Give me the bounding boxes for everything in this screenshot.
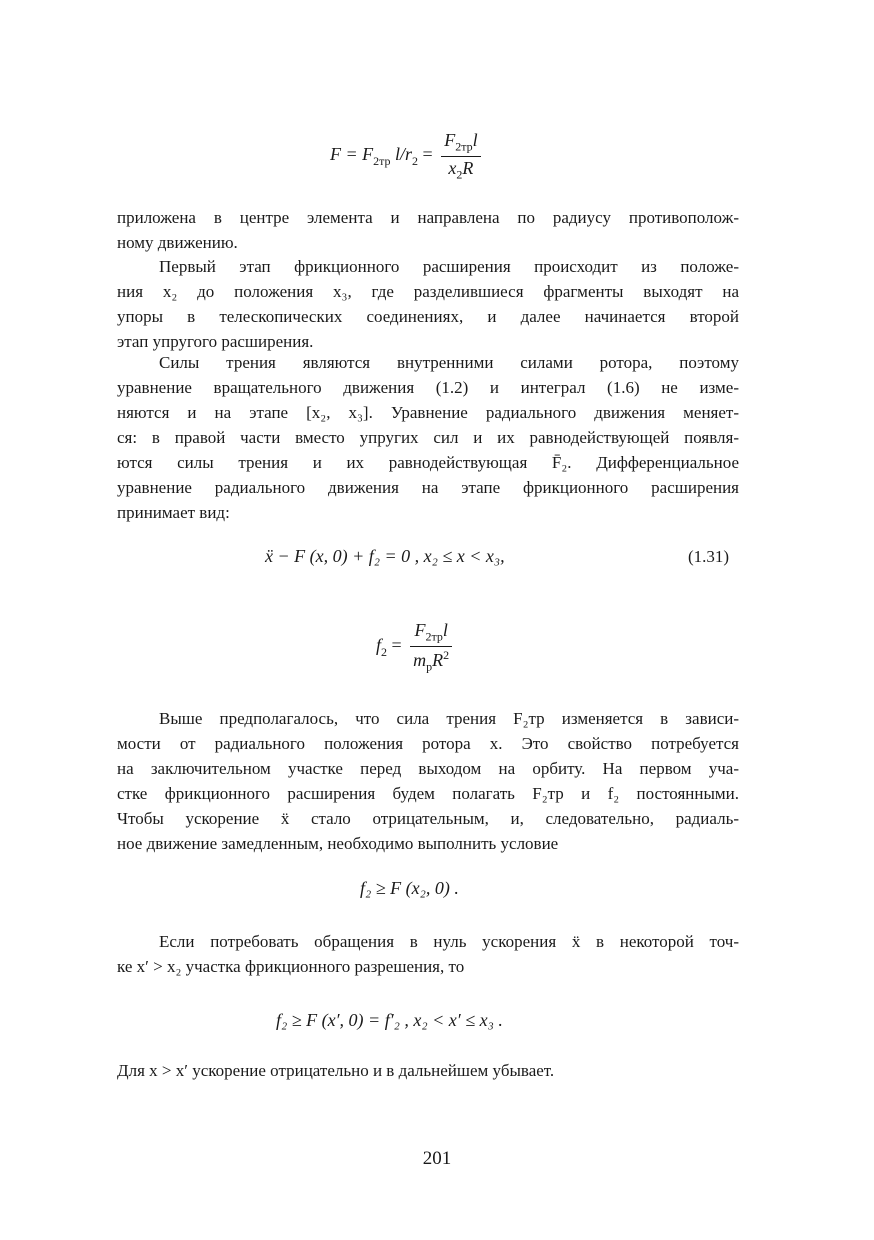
paragraph-3 bbox=[117, 350, 739, 525]
formula-text: l bbox=[442, 620, 448, 640]
fraction-numerator bbox=[441, 130, 480, 157]
paragraph-5 bbox=[117, 929, 739, 979]
text-line: ния x₂ до положения x₃, где разделившиеся фрагменты выходят на bbox=[117, 282, 739, 301]
formula-text: m bbox=[413, 649, 427, 670]
formula-text: F bbox=[414, 620, 426, 640]
formula-subscript: 2 bbox=[412, 153, 419, 168]
formula-equals: = bbox=[387, 635, 407, 656]
paragraph-6 bbox=[117, 1058, 739, 1083]
text-line: ному движению. bbox=[117, 233, 238, 252]
formula-text: f bbox=[376, 635, 382, 656]
formula-subscript: 2 bbox=[456, 167, 463, 182]
paragraph-4 bbox=[117, 706, 739, 856]
text-line: Если потребовать обращения в нуль ускорения ẍ в некоторой точ- bbox=[159, 932, 739, 951]
formula-text: F bbox=[444, 130, 456, 150]
formula-equals: = bbox=[418, 144, 438, 165]
formula-text: R bbox=[462, 157, 474, 178]
text-line: на заключительном участке перед выходом на орбиту. На первом уча- bbox=[117, 759, 739, 778]
paragraph-2 bbox=[117, 254, 739, 354]
equation-text: f₂ ≥ F (x′, 0) = f′₂ , x₂ < x′ ≤ x₃ . bbox=[276, 1010, 503, 1030]
fraction-denominator bbox=[441, 157, 480, 183]
text-line: мости от радиального положения ротора x. Это свойство потребуется bbox=[117, 734, 739, 753]
equation-text: ẍ − F (x, 0) + f₂ = 0 , x₂ ≤ x < x₃, bbox=[265, 546, 505, 566]
formula-superscript: 2 bbox=[443, 647, 450, 662]
page-number: 201 bbox=[422, 1148, 452, 1169]
text-line: стке фрикционного расширения будем полагать F₂тр и f₂ постоянными. bbox=[117, 784, 739, 803]
formula-f2 bbox=[376, 620, 456, 674]
text-line: упоры в телескопических соединениях, и далее начинается второй bbox=[117, 307, 739, 326]
text-line: этап упругого расширения. bbox=[117, 332, 314, 351]
text-line: приложена в центре элемента и направлена по радиусу противополож- bbox=[117, 208, 739, 227]
text-line: уравнение вращательного движения (1.2) и интеграл (1.6) не изме- bbox=[117, 378, 739, 397]
formula-text: l bbox=[472, 130, 478, 150]
formula-text: l/r bbox=[390, 144, 413, 165]
text-line: ются силы трения и их равнодействующая F̄₂. Дифференциальное bbox=[117, 453, 739, 472]
formula-subscript: р bbox=[426, 659, 433, 674]
formula-subscript: 2тр bbox=[455, 139, 473, 154]
formula-fraction bbox=[410, 620, 452, 674]
text-line: Силы трения являются внутренними силами ротора, поэтому bbox=[159, 353, 739, 372]
formula-text: x bbox=[448, 157, 457, 178]
equation-1-31 bbox=[265, 546, 505, 567]
condition-f2-ge-F bbox=[360, 878, 459, 899]
text-line: няются и на этапе [x₂, x₃]. Уравнение радиального движения меняет- bbox=[117, 403, 739, 422]
text-line: принимает вид: bbox=[117, 503, 230, 522]
text-line: ся: в правой части вместо упругих сил и их равнодействующей появля- bbox=[117, 428, 739, 447]
text-line: Для x > x′ ускорение отрицательно и в дальнейшем убывает. bbox=[117, 1061, 555, 1080]
text-line: ке x′ > x₂ участка фрикционного разрешения, то bbox=[117, 957, 465, 976]
formula-subscript: 2тр bbox=[425, 629, 443, 644]
text-line: ное движение замедленным, необходимо выполнить условие bbox=[117, 834, 559, 853]
formula-text: R bbox=[432, 649, 444, 670]
condition-f2-prime bbox=[276, 1010, 503, 1031]
paragraph-1 bbox=[117, 205, 739, 255]
text-line: Выше предполагалось, что сила трения F₂тр изменяется в зависи- bbox=[159, 709, 739, 728]
formula-friction-force bbox=[330, 130, 485, 182]
formula-fraction bbox=[441, 130, 480, 182]
equation-text: f₂ ≥ F (x₂, 0) . bbox=[360, 878, 459, 898]
text-line: уравнение радиального движения на этапе фрикционного расширения bbox=[117, 478, 739, 497]
fraction-numerator bbox=[410, 620, 452, 647]
formula-subscript: 2тр bbox=[373, 153, 391, 168]
formula-text: F = F bbox=[330, 144, 374, 165]
equation-number: (1.31) bbox=[688, 547, 730, 566]
formula-subscript: 2 bbox=[381, 644, 388, 659]
text-line: Чтобы ускорение ẍ стало отрицательным, и, следовательно, радиаль- bbox=[117, 809, 739, 828]
fraction-denominator bbox=[410, 647, 452, 675]
text-line: Первый этап фрикционного расширения происходит из положе- bbox=[159, 257, 739, 276]
